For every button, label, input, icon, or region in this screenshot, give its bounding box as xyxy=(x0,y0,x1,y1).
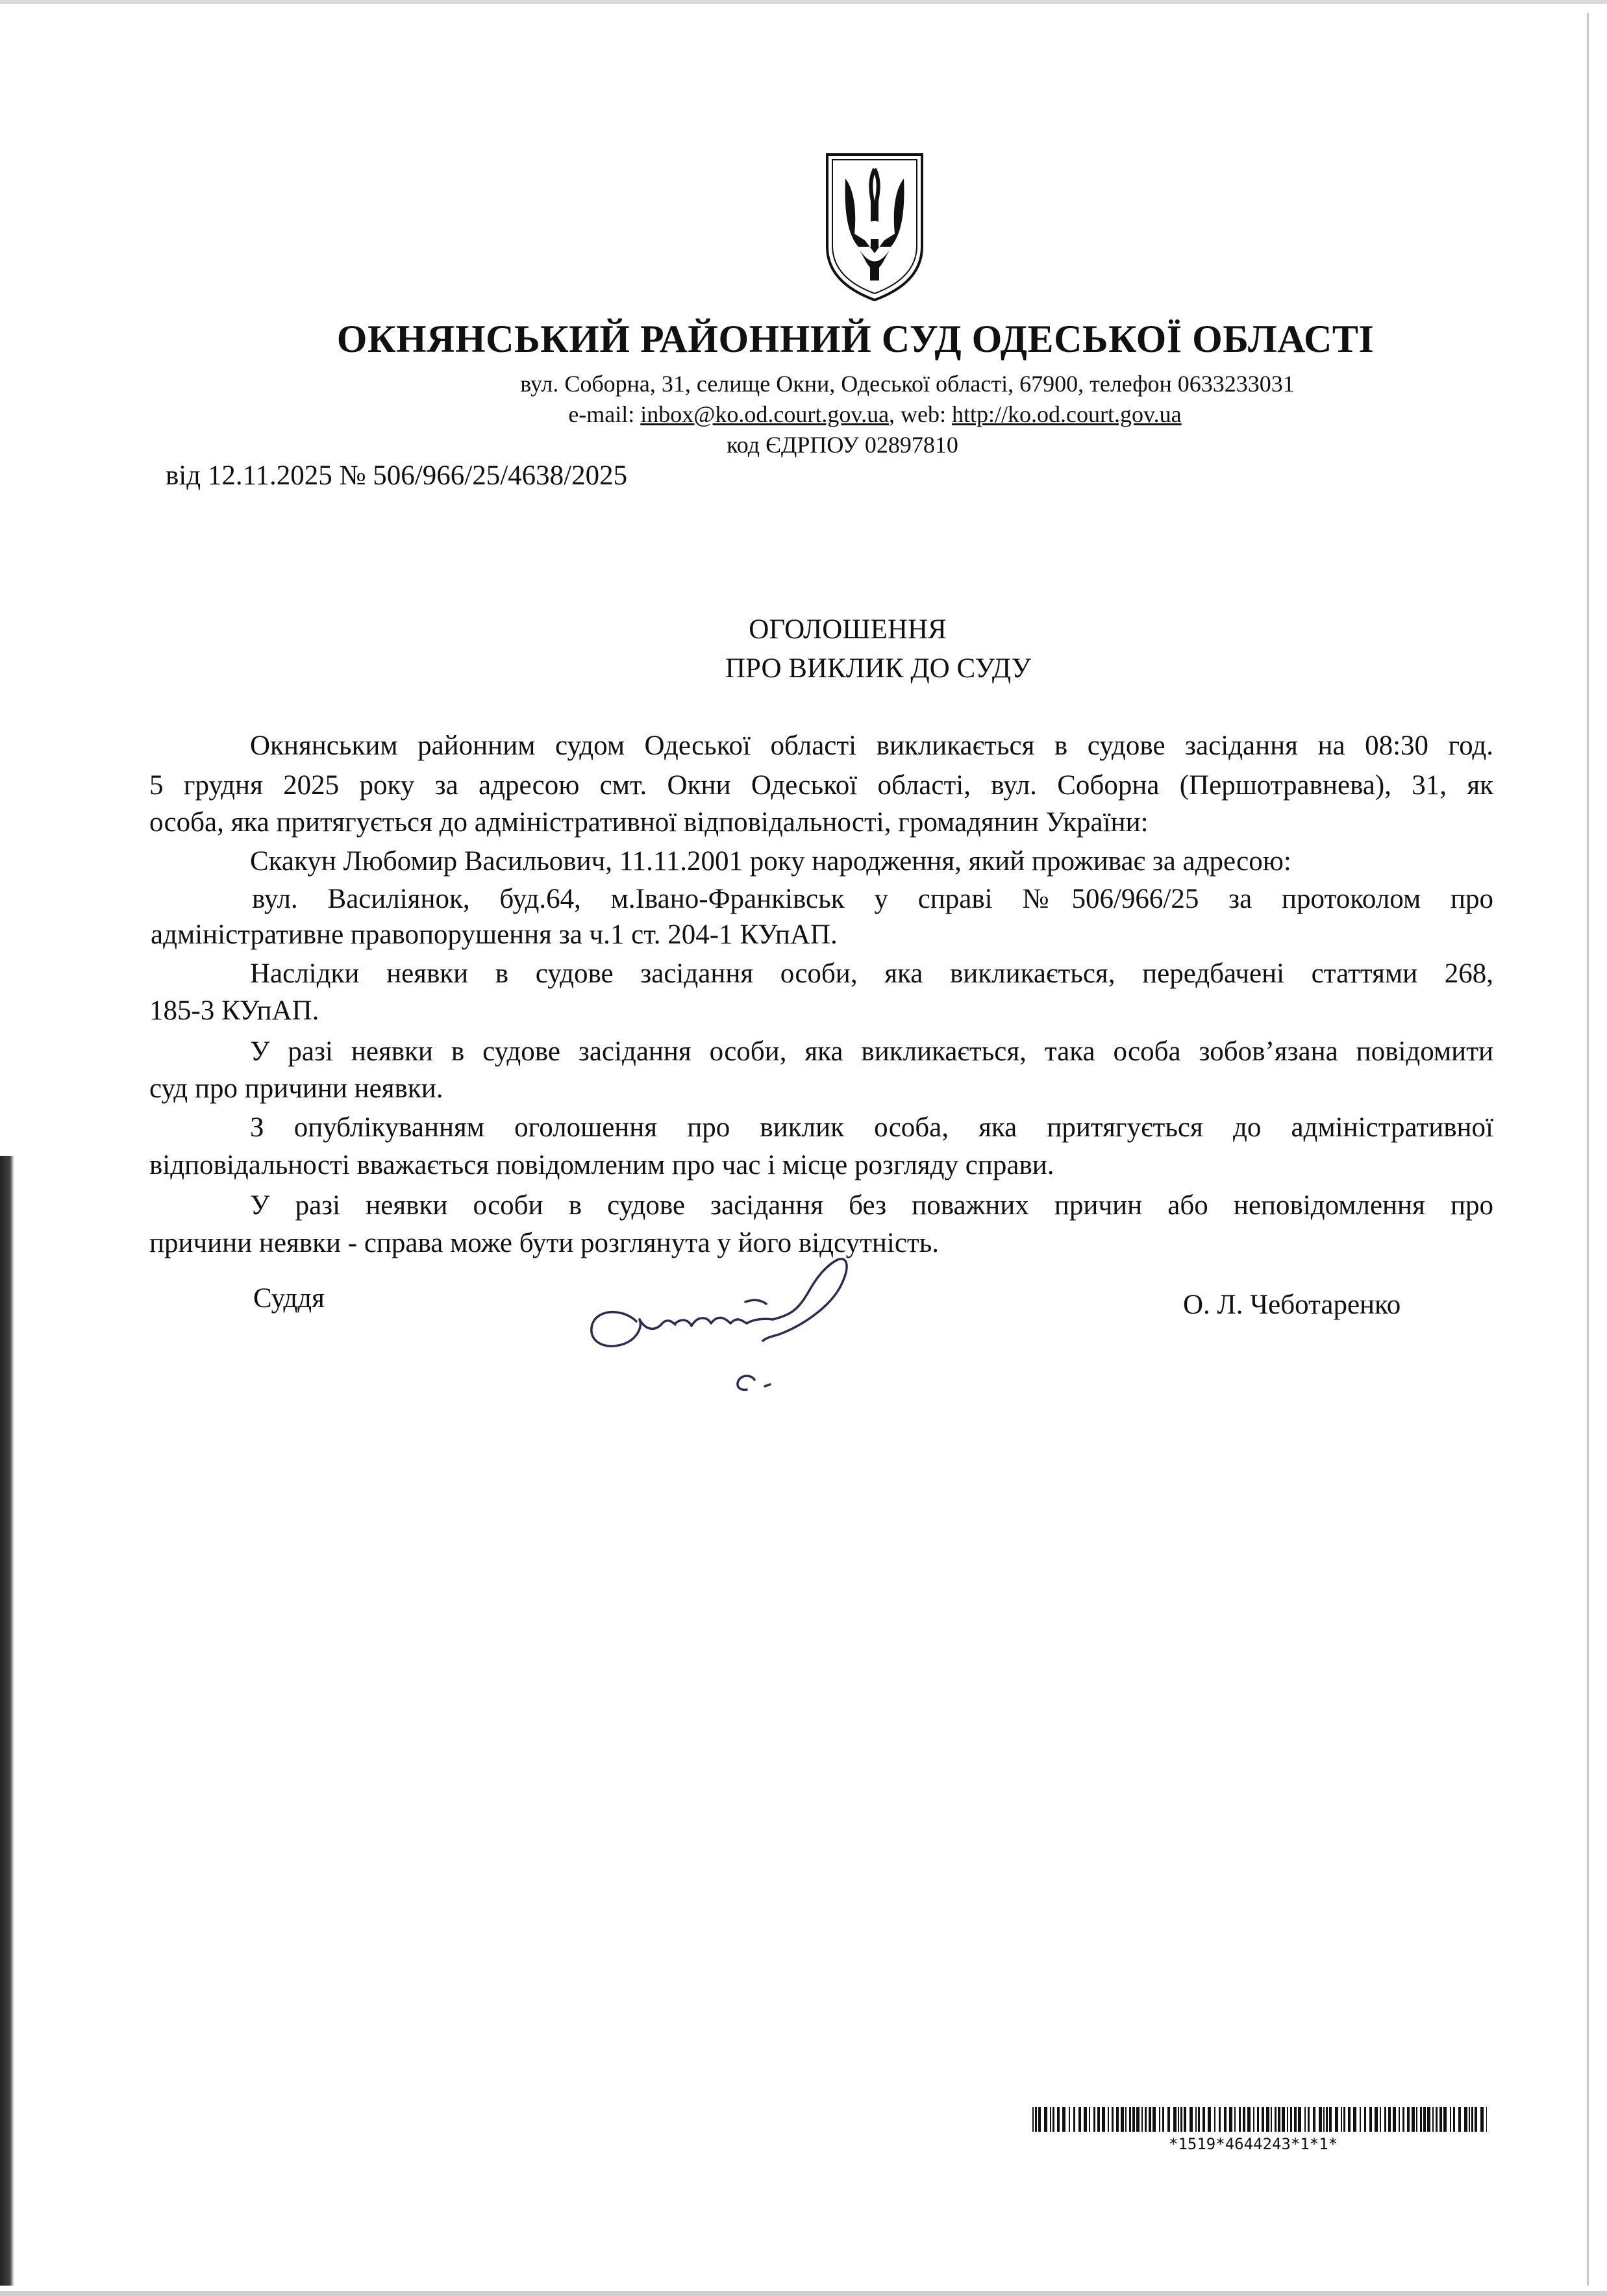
barcode-bar xyxy=(1480,2107,1484,2132)
barcode-bar xyxy=(1093,2107,1095,2132)
judge-name: О. Л. Чеботаренко xyxy=(1183,1290,1401,1320)
barcode-bar xyxy=(1348,2107,1351,2132)
announcement-subtitle: ПРО ВИКЛИК ДО СУДУ xyxy=(725,653,1031,684)
barcode-bar xyxy=(1393,2107,1396,2132)
body-line-10: суд про причини неявки. xyxy=(149,1073,443,1104)
barcode-bar xyxy=(1173,2107,1177,2132)
barcode-bar xyxy=(1353,2107,1356,2132)
barcode-bar xyxy=(1214,2107,1215,2132)
barcode-bar xyxy=(1132,2107,1135,2132)
barcode-bar xyxy=(1136,2107,1140,2132)
barcode-bar xyxy=(1257,2107,1259,2132)
barcode-bar xyxy=(1319,2107,1322,2132)
barcode-bar xyxy=(1149,2107,1151,2132)
document-reference: від 12.11.2025 № 506/966/25/4638/2025 xyxy=(166,460,628,491)
barcode-bar xyxy=(1469,2107,1470,2132)
barcode-bar xyxy=(1402,2107,1404,2132)
barcode-bar xyxy=(1439,2107,1442,2132)
court-contacts xyxy=(71,401,1607,428)
body-line-3: особа, яка притягується до адміністративної відповідальності, громадянин України: xyxy=(149,807,1149,838)
barcode-bar xyxy=(1313,2107,1315,2132)
body-line-13: У разі неявки особи в судове засідання без поважних причин або неповідомлення про xyxy=(250,1190,1493,1221)
barcode-bar xyxy=(1329,2107,1332,2132)
barcode-bar xyxy=(1298,2107,1301,2132)
barcode-bar xyxy=(1038,2107,1041,2132)
barcode-bar xyxy=(1416,2107,1417,2132)
barcode-bar xyxy=(1053,2107,1054,2132)
barcode-bar xyxy=(1050,2107,1051,2132)
barcode-bar xyxy=(1057,2107,1060,2132)
barcode-bar xyxy=(1167,2107,1170,2132)
court-address: вул. Соборна, 31, селище Окни, Одеської області, 67900, телефон 0633233031 xyxy=(520,371,1295,397)
barcode-bar xyxy=(1427,2107,1430,2132)
barcode-bar xyxy=(1282,2107,1285,2132)
barcode-bar xyxy=(1239,2107,1241,2132)
barcode-bar xyxy=(1464,2107,1467,2132)
barcode-bar xyxy=(1116,2107,1119,2132)
barcode-bar xyxy=(1062,2107,1065,2132)
judge-label: Суддя xyxy=(253,1283,325,1314)
barcode-bar xyxy=(1121,2107,1124,2132)
web-label: , web: xyxy=(889,401,953,427)
barcode-bar xyxy=(1243,2107,1245,2132)
barcode-bar xyxy=(1102,2107,1105,2132)
barcode-bar xyxy=(1184,2107,1186,2132)
barcode-bar xyxy=(1084,2107,1087,2132)
barcode-bar xyxy=(1420,2107,1422,2132)
body-line-1: Окнянським районним судом Одеської області викликається в судове засідання на 08:30 год. xyxy=(250,730,1493,761)
barcode-bar xyxy=(1035,2107,1037,2132)
barcode-bar xyxy=(1326,2107,1328,2132)
barcode-bar xyxy=(1069,2107,1070,2132)
barcode-bar xyxy=(1198,2107,1200,2132)
court-edrpou-code: код ЄДРПОУ 02897810 xyxy=(727,432,958,458)
barcode-bar xyxy=(1234,2107,1236,2132)
barcode-bar xyxy=(1162,2107,1164,2132)
barcode-bar xyxy=(1097,2107,1100,2132)
barcode-bar xyxy=(1141,2107,1143,2132)
email-label: e-mail: xyxy=(568,401,641,427)
barcode-bar xyxy=(1262,2107,1264,2132)
barcode-bar xyxy=(1423,2107,1426,2132)
barcode-bar xyxy=(1247,2107,1251,2132)
barcode-bar xyxy=(1304,2107,1306,2132)
barcode-bar xyxy=(1125,2107,1127,2132)
barcode-bar xyxy=(1108,2107,1109,2132)
body-line-6: адміністративне правопорушення за ч.1 ст. 204-1 КУпАП. xyxy=(151,919,838,950)
barcode-bar xyxy=(1412,2107,1415,2132)
barcode-bar xyxy=(1290,2107,1292,2132)
barcode-bar xyxy=(1195,2107,1197,2132)
barcode-bar xyxy=(1224,2107,1227,2132)
barcode-bar xyxy=(1190,2107,1193,2132)
barcode-bar xyxy=(1388,2107,1391,2132)
barcode-bar xyxy=(1219,2107,1221,2132)
body-line-2: 5 грудня 2025 року за адресою смт. Окни Одеської області, вул. Соборна (Першотравнева), 31, як xyxy=(149,770,1493,801)
barcode-bar xyxy=(1343,2107,1345,2132)
body-line-4: Скакун Любомир Васильович, 11.11.2001 року народження, який проживає за адресою: xyxy=(250,846,1291,877)
body-line-8: 185-3 КУпАП. xyxy=(149,995,319,1026)
barcode-bar xyxy=(1375,2107,1378,2132)
barcode-bar xyxy=(1364,2107,1366,2132)
barcode-bar xyxy=(1369,2107,1372,2132)
barcode-bar xyxy=(1287,2107,1288,2132)
scan-border-top xyxy=(0,0,1607,4)
scan-shadow-left xyxy=(0,1156,14,2286)
body-line-5: вул. Василіянок, буд.64, м.Івано-Франківськ у справі №506/966/25 за протоколом про xyxy=(252,884,1493,914)
barcode-bar xyxy=(1208,2107,1211,2132)
email-link[interactable]: inbox@ko.od.court.gov.ua xyxy=(640,401,890,427)
barcode-bar xyxy=(1159,2107,1160,2132)
coat-of-arms-trident-icon xyxy=(819,149,930,305)
body-line-14: причини неявки - справа може бути розглянута у його відсутність. xyxy=(149,1228,940,1258)
barcode-bar xyxy=(1229,2107,1232,2132)
body-line-11: З опублікуванням оголошення про виклик особа, яка притягується до адміністративної xyxy=(250,1112,1493,1143)
barcode-number: *1519*4644243*1*1* xyxy=(1169,2135,1338,2153)
barcode-bar xyxy=(1152,2107,1156,2132)
barcode-bar xyxy=(1145,2107,1147,2132)
body-line-12: відповідальності вважається повідомленим про час і місце розгляду справи. xyxy=(149,1150,1054,1180)
body-line-9: У разі неявки в судове засідання особи, яка викликається, така особа зобов’язана повідомити xyxy=(250,1036,1493,1067)
barcode-bar xyxy=(1407,2107,1410,2132)
document-barcode xyxy=(1032,2107,1487,2132)
barcode-bar xyxy=(1380,2107,1381,2132)
body-line-7: Наслідки неявки в судове засідання особи, яка викликається, передбачені статтями 268, xyxy=(250,958,1493,989)
barcode-bar xyxy=(1253,2107,1254,2132)
barcode-bar xyxy=(1294,2107,1297,2132)
barcode-bar xyxy=(1384,2107,1386,2132)
barcode-bar xyxy=(1335,2107,1338,2132)
barcode-bar xyxy=(1178,2107,1179,2132)
barcode-bar xyxy=(1129,2107,1131,2132)
barcode-bar xyxy=(1112,2107,1114,2132)
barcode-bar xyxy=(1443,2107,1447,2132)
barcode-bar xyxy=(1323,2107,1325,2132)
barcode-bar xyxy=(1271,2107,1272,2132)
barcode-bar xyxy=(1308,2107,1310,2132)
court-name: ОКНЯНСЬКИЙ РАЙОННИЙ СУД ОДЕСЬКОЇ ОБЛАСТІ xyxy=(336,318,1375,360)
barcode-bar xyxy=(1432,2107,1434,2132)
barcode-bar xyxy=(1341,2107,1342,2132)
handwritten-signature xyxy=(584,1247,922,1416)
barcode-bar xyxy=(1044,2107,1047,2132)
scan-border-bottom xyxy=(0,2291,1607,2296)
barcode-bar xyxy=(1486,2107,1487,2132)
barcode-bar xyxy=(1032,2107,1034,2132)
barcode-bar xyxy=(1180,2107,1182,2132)
barcode-bar xyxy=(1450,2107,1451,2132)
barcode-bar xyxy=(1399,2107,1400,2132)
barcode-bar xyxy=(1458,2107,1461,2132)
barcode-bar xyxy=(1078,2107,1081,2132)
barcode-bar xyxy=(1360,2107,1361,2132)
barcode-bar xyxy=(1453,2107,1455,2132)
barcode-bar xyxy=(1471,2107,1473,2132)
barcode-bar xyxy=(1475,2107,1477,2132)
barcode-bar xyxy=(1275,2107,1277,2132)
announcement-title: ОГОЛОШЕННЯ xyxy=(749,614,947,645)
barcode-bar xyxy=(1436,2107,1438,2132)
barcode-bar xyxy=(1089,2107,1090,2132)
barcode-bar xyxy=(1073,2107,1075,2132)
barcode-bar xyxy=(1202,2107,1205,2132)
web-link[interactable]: http://ko.od.court.gov.ua xyxy=(952,401,1182,427)
barcode-bar xyxy=(1278,2107,1280,2132)
barcode-bar xyxy=(1266,2107,1269,2132)
